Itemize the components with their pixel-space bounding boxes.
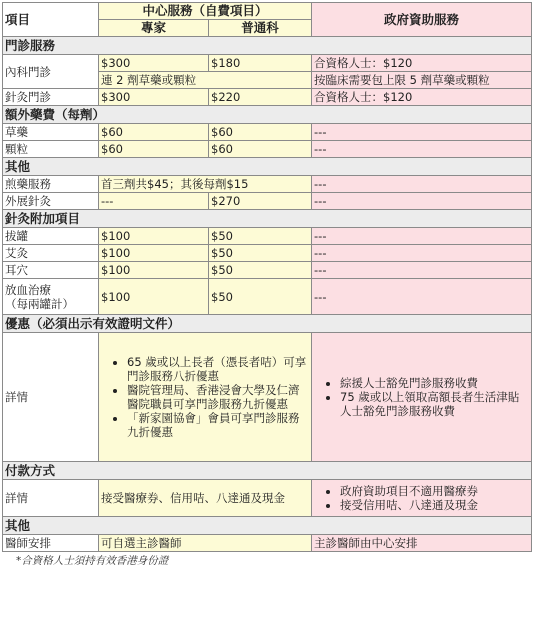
granules-general-fee: $60 [209, 141, 312, 158]
row-label-bloodletting [3, 279, 99, 315]
internal-center-note: 連 2 劑草藥或顆粒 [99, 72, 312, 89]
moxa-specialist-fee: $100 [99, 245, 209, 262]
row-label-discount: 詳情 [3, 333, 99, 462]
payment-center: 接受醫療券、信用咭、八達通及現金 [99, 480, 312, 517]
bloodletting-general-fee: $50 [209, 279, 312, 315]
header-general: 普通科 [209, 20, 312, 37]
section-payment: 付款方式 [3, 462, 532, 480]
discount-gov-item: • 75 歲或以上領取高額長者生活津貼人士豁免門診服務收費 [340, 390, 529, 418]
moxa-general-fee: $50 [209, 245, 312, 262]
discount-center-list [99, 333, 312, 462]
granules-specialist-fee: $60 [99, 141, 209, 158]
acupuncture-general-fee: $220 [209, 89, 312, 106]
cupping-gov-fee: --- [312, 228, 532, 245]
fee-table [2, 2, 532, 552]
discount-center-item: • 醫院管理局、香港浸會大學及仁濟醫院職員可享門診服務九折優惠 [127, 383, 309, 411]
herbs-general-fee: $60 [209, 124, 312, 141]
section-outpatient: 門診服務 [3, 37, 532, 55]
ear-general-fee: $50 [209, 262, 312, 279]
row-label-moxa: 艾灸 [3, 245, 99, 262]
outreach-gov-fee: --- [312, 193, 532, 210]
section-acupuncture-extra: 針灸附加項目 [3, 210, 532, 228]
internal-gov-note: 按臨床需要包上限 5 劑草藥或顆粒 [312, 72, 532, 89]
row-label-decoct: 煎藥服務 [3, 176, 99, 193]
bloodletting-sublabel: （每兩罐計） [5, 296, 74, 311]
internal-specialist-fee: $300 [99, 55, 209, 72]
bloodletting-label: 放血治療 [5, 282, 51, 297]
row-label-doctor: 醫師安排 [3, 535, 99, 552]
section-others-2: 其他 [3, 517, 532, 535]
bloodletting-gov-fee: --- [312, 279, 532, 315]
section-extra-med: 額外藥費（每劑） [3, 106, 532, 124]
doctor-gov: 主診醫師由中心安排 [312, 535, 532, 552]
footnote: *合資格人士須持有效香港身份證 [16, 555, 169, 567]
row-label-payment: 詳情 [3, 480, 99, 517]
payment-gov-item: • 接受信用咭、八達通及現金 [340, 498, 529, 512]
internal-general-fee: $180 [209, 55, 312, 72]
acupuncture-specialist-fee: $300 [99, 89, 209, 106]
header-item: 項目 [3, 3, 99, 37]
cupping-specialist-fee: $100 [99, 228, 209, 245]
discount-gov-list [312, 333, 532, 462]
outreach-specialist-fee: --- [99, 193, 209, 210]
discount-center-item: • 65 歲或以上長者（憑長者咭）可享門診服務八折優惠 [127, 355, 309, 383]
row-label-granules: 顆粒 [3, 141, 99, 158]
section-others: 其他 [3, 158, 532, 176]
ear-gov-fee: --- [312, 262, 532, 279]
moxa-gov-fee: --- [312, 245, 532, 262]
payment-gov-item: • 政府資助項目不適用醫療券 [340, 484, 529, 498]
discount-gov-item: • 綜援人士豁免門診服務收費 [340, 376, 529, 390]
row-label-acupuncture: 針灸門診 [3, 89, 99, 106]
decoct-center-fee: 首三劑共$45；其後每劑$15 [99, 176, 312, 193]
payment-gov-list [312, 480, 532, 517]
ear-specialist-fee: $100 [99, 262, 209, 279]
acupuncture-gov-fee: 合資格人士：$120 [312, 89, 532, 106]
row-label-internal: 內科門診 [3, 55, 99, 89]
header-center-service: 中心服務（自費項目） [99, 3, 312, 20]
doctor-center: 可自選主診醫師 [99, 535, 312, 552]
herbs-specialist-fee: $60 [99, 124, 209, 141]
granules-gov-fee: --- [312, 141, 532, 158]
herbs-gov-fee: --- [312, 124, 532, 141]
section-discount: 優惠（必須出示有效證明文件） [3, 315, 532, 333]
internal-gov-fee: 合資格人士：$120 [312, 55, 532, 72]
row-label-cupping: 拔罐 [3, 228, 99, 245]
decoct-gov-fee: --- [312, 176, 532, 193]
bloodletting-specialist-fee: $100 [99, 279, 209, 315]
header-gov-service: 政府資助服務 [312, 3, 532, 37]
header-specialist: 專家 [99, 20, 209, 37]
outreach-general-fee: $270 [209, 193, 312, 210]
row-label-ear: 耳穴 [3, 262, 99, 279]
discount-center-item: • 「新家園協會」會員可享門診服務九折優惠 [127, 411, 309, 439]
cupping-general-fee: $50 [209, 228, 312, 245]
row-label-herbs: 草藥 [3, 124, 99, 141]
row-label-outreach: 外展針灸 [3, 193, 99, 210]
